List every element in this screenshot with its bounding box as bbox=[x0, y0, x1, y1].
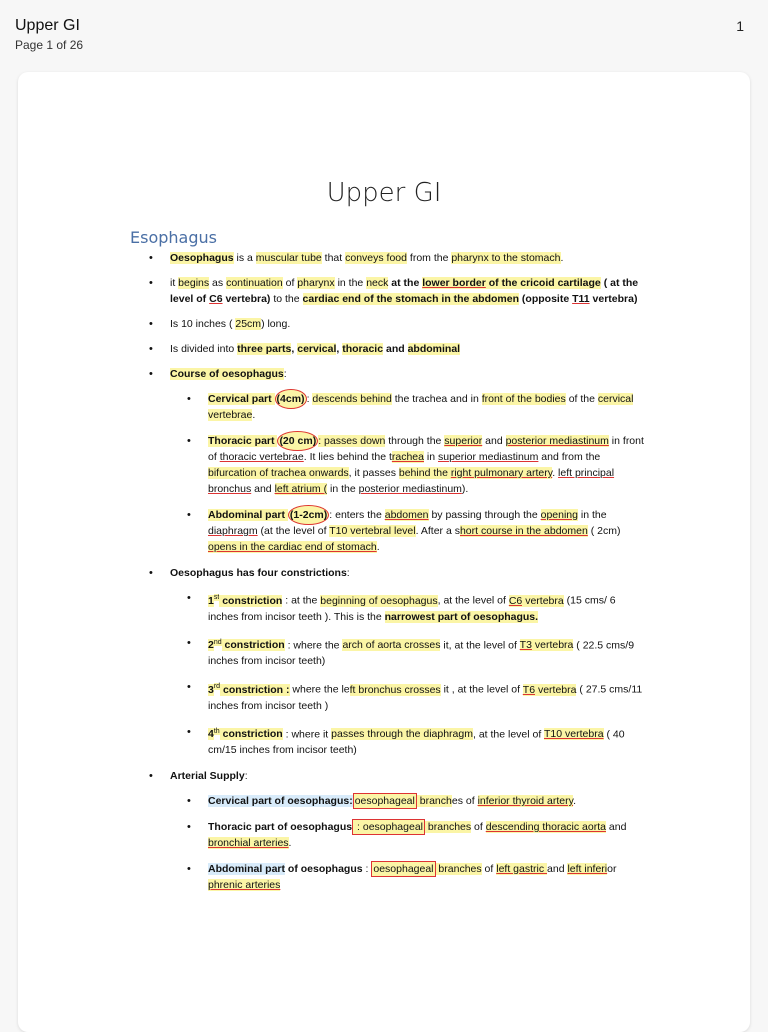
list-item: • Thoracic part (20 cm) : passes down through the superior and posterior mediastinum in front of thoracic vertebrae. It lies behind the trachea in superior mediastinum and from the bifurcation of trachea onwards, it passes behind the right pulmonary artery. left principal bronchus and left atrium ( in the posterior mediastinum). bbox=[184, 433, 646, 497]
sub-list-course bbox=[184, 391, 646, 555]
viewer-header bbox=[0, 0, 768, 60]
list-item: • Oesophagus has four constrictions: bbox=[146, 565, 646, 581]
list-item: • 1st constriction : at the beginning of oesophagus, at the level of C6 vertebra (15 cms/ 6 inches from incisor teeth ). This is the narrowest part of oesophagus. bbox=[184, 590, 646, 625]
list-item: • Course of oesophagus: bbox=[146, 366, 646, 382]
list-item: • Oesophagus is a muscular tube that conveys food from the pharynx to the stomach. bbox=[146, 250, 646, 266]
section-heading: Esophagus bbox=[130, 228, 217, 247]
list-item: • Is divided into three parts, cervical, thoracic and abdominal bbox=[146, 341, 646, 357]
page-content bbox=[146, 250, 646, 903]
list-item: • 3rd constriction : where the left bronchus crosses it , at the level of T6 vertebra ( 27.5 cms/11 inches from incisor teeth ) bbox=[184, 679, 646, 714]
list-item: • Cervical part of oesophagus: oesophageal branches of inferior thyroid artery. bbox=[184, 793, 646, 809]
list-item: • Cervical part (4cm) : descends behind the trachea and in front of the bodies of the cervical vertebrae. bbox=[184, 391, 646, 423]
list-item: • Abdominal part of oesophagus : oesophageal branches of left gastric and left inferior phrenic arteries bbox=[184, 861, 646, 893]
page-title: Upper GI bbox=[326, 178, 442, 208]
sub-list-constrictions bbox=[184, 590, 646, 758]
page-number: 1 bbox=[736, 18, 744, 34]
list-item: • Arterial Supply: bbox=[146, 768, 646, 784]
document-title: Upper GI bbox=[15, 17, 80, 34]
list-item: • Is 10 inches ( 25cm) long. bbox=[146, 316, 646, 332]
list-item: • Abdominal part (1-2cm) : enters the abdomen by passing through the opening in the diaphragm (at the level of T10 vertebral level. After a short course in the abdomen ( 2cm) opens in the cardiac end of stomach. bbox=[184, 507, 646, 555]
list-item: • 4th constriction : where it passes through the diaphragm, at the level of T10 vertebra ( 40 cm/15 inches from incisor teeth) bbox=[184, 724, 646, 759]
list-item: • Thoracic part of oesophagus : oesophageal branches of descending thoracic aorta and bronchial arteries. bbox=[184, 819, 646, 851]
list-item: • 2nd constriction : where the arch of aorta crosses it, at the level of T3 vertebra ( 22.5 cms/9 inches from incisor teeth) bbox=[184, 635, 646, 670]
list-item: • it begins as continuation of pharynx in the neck at the lower border of the cricoid cartilage ( at the level of C6 vertebra) to the cardiac end of the stomach in the abdomen (opposite T11 vertebra) bbox=[146, 275, 646, 307]
page-count: Page 1 of 26 bbox=[15, 38, 84, 52]
sub-list-arterial-supply bbox=[184, 793, 646, 893]
